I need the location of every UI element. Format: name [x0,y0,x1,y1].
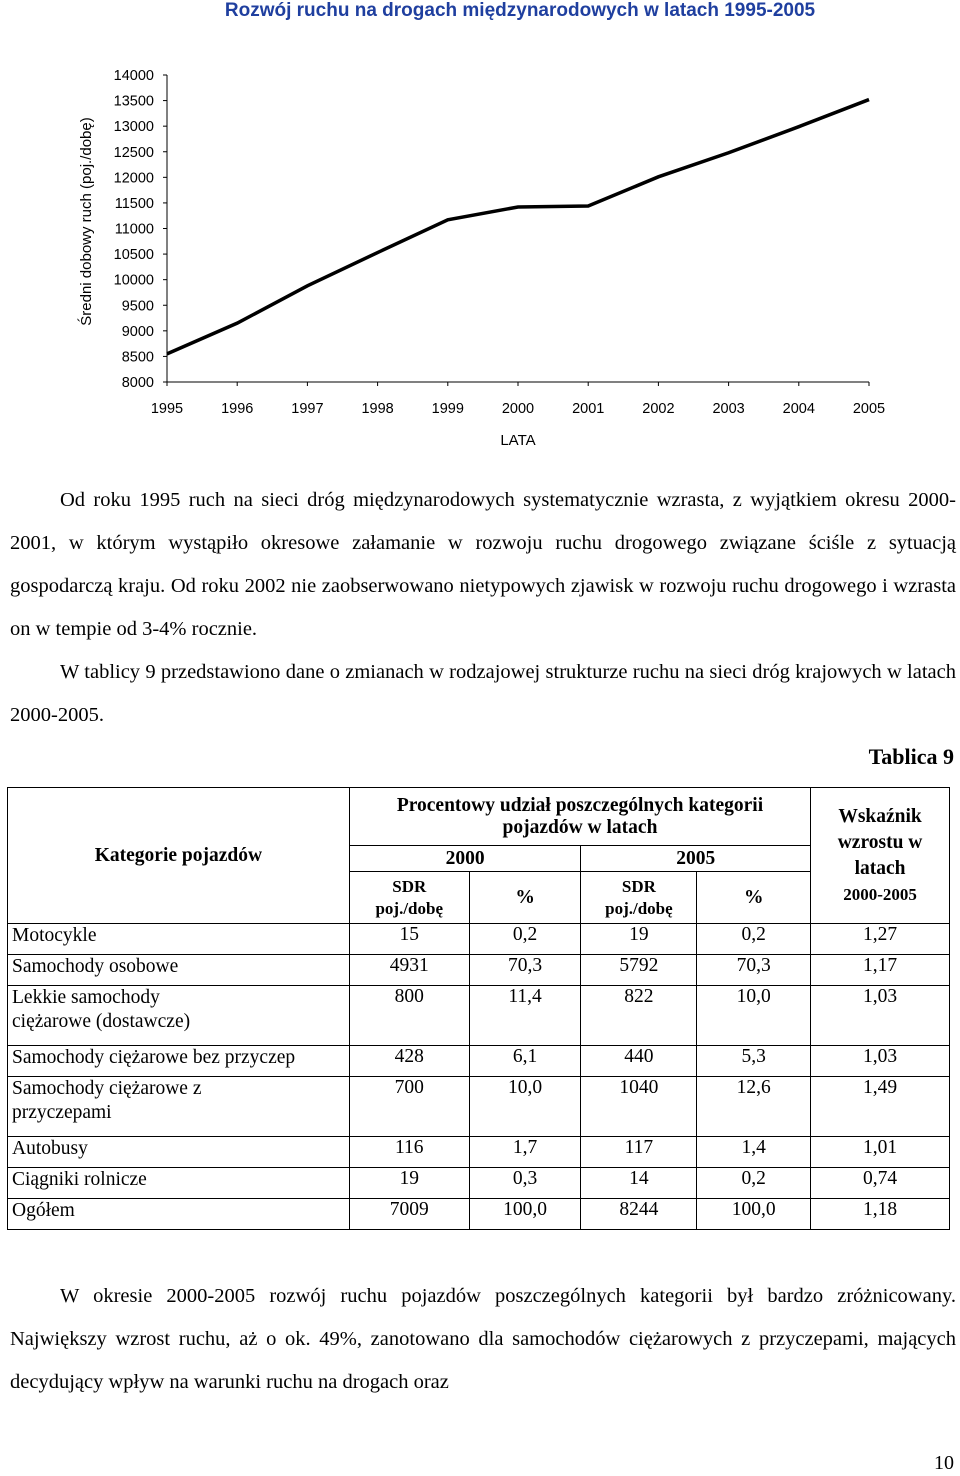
cell-sdr-2005: 822 [581,986,697,1046]
x-axis [151,382,885,417]
x-tick-label: 1999 [431,401,464,417]
cell-index: 1,03 [811,986,950,1046]
y-axis-label: Średni dobowy ruch (poj./dobę) [78,117,95,326]
paragraph-3-text: W okresie 2000-2005 rozwój ruchu pojazdów poszczególnych kategorii był bardzo zróżnicowany. Największy wzrost ruchu, aż o ok. 49%, zanotowano dla samochodów ciężarowych z przyczepami, mających decydujący wpływ na warunki ruchu na drogach oraz [10,1285,956,1393]
table-row [8,924,950,955]
header-unit-2005: poj./dobę [605,898,673,918]
header-index-period: 2000-2005 [843,884,917,904]
row-category: Autobusy [8,1137,350,1168]
y-tick-label: 11000 [114,221,154,238]
cell-pct-2005: 10,0 [697,986,811,1046]
cell-pct-2000: 1,7 [469,1137,581,1168]
cell-pct-2005: 0,2 [697,924,811,955]
cell-pct-2000: 0,2 [469,924,581,955]
cell-pct-2000: 6,1 [469,1046,581,1077]
header-pct-2000: % [469,872,581,924]
y-tick-label: 10000 [113,272,154,289]
cell-sdr-2000: 15 [349,924,469,955]
cell-sdr-2005: 5792 [581,955,697,986]
page-number: 10 [934,1452,954,1474]
x-tick-label: 2001 [572,401,605,417]
table-row [8,1168,950,1199]
cell-pct-2005: 1,4 [697,1137,811,1168]
paragraph-2: W tablicy 9 przedstawiono dane o zmianach w rodzajowej strukturze ruchu na sieci dróg krajowych w latach 2000-2005. [10,661,956,726]
cell-index: 0,74 [811,1168,950,1199]
row-category: Samochody ciężarowe z przyczepami [8,1077,350,1137]
cell-pct-2005: 0,2 [697,1168,811,1199]
x-tick-label: 1996 [221,401,254,417]
cell-sdr-2000: 116 [349,1137,469,1168]
x-tick-label: 1995 [150,401,184,417]
paragraph-1-text-b: Od roku 2002 nie zaobserwowano nietypowych zjawisk w rozwoju ruchu drogowego i wzrasta on w tempie od 3-4% rocznie. [10,575,956,640]
cell-sdr-2005: 14 [581,1168,697,1199]
y-tick-label: 8500 [121,349,154,366]
x-tick-label: 2003 [712,401,745,417]
x-tick-label: 2004 [782,401,815,417]
cell-pct-2005: 12,6 [697,1077,811,1137]
cell-index: 1,27 [811,924,950,955]
y-tick-label: 9000 [121,323,154,340]
cell-sdr-2005: 440 [581,1046,697,1077]
cell-index: 1,49 [811,1077,950,1137]
row-category: Motocykle [8,924,350,955]
x-axis-label: LATA [500,432,536,449]
cell-index: 1,03 [811,1046,950,1077]
cell-sdr-2000: 700 [349,1077,469,1137]
x-tick-label: 2000 [501,401,535,417]
row-category: Ciągniki rolnicze [8,1168,350,1199]
header-sdr-2005-label: SDR [621,876,656,896]
cell-sdr-2000: 7009 [349,1199,469,1230]
header-index-text: Wskaźnik wzrostu w latach [837,805,923,879]
header-year-2000: 2000 [349,846,581,872]
paragraph-1-text-a: Od roku 1995 ruch na sieci dróg międzynarodowych systematycznie wzrasta, z wyjątkiem okresu 2000-2001, w którym wystąpiło okresowe załamanie w rozwoju ruchu drogowego związane ściśle z sytuacją gospodarczą kraju. [10,489,956,597]
y-tick-label: 13500 [113,93,154,110]
row-category: Samochody osobowe [8,955,350,986]
series-line [167,100,869,354]
header-sdr-2000-label: SDR [392,876,427,896]
header-index [811,788,950,924]
table-caption: Tablica 9 [868,744,954,769]
header-sdr-2000 [349,872,469,924]
cell-sdr-2005: 117 [581,1137,697,1168]
header-pct-2005: % [697,872,811,924]
cell-sdr-2000: 19 [349,1168,469,1199]
row-category: Ogółem [8,1199,350,1230]
chart-title: Rozwój ruchu na drogach międzynarodowych w latach 1995-2005 [224,0,816,21]
x-tick-label: 2005 [852,401,886,417]
cell-pct-2000: 11,4 [469,986,581,1046]
cell-index: 1,01 [811,1137,950,1168]
cell-sdr-2000: 428 [349,1046,469,1077]
table-row [8,1046,950,1077]
y-axis [114,68,167,391]
y-tick-label: 10500 [113,247,154,264]
x-tick-label: 1997 [291,401,324,417]
cell-pct-2000: 10,0 [469,1077,581,1137]
y-tick-label: 12000 [113,170,154,187]
paragraph-1 [10,479,956,737]
header-sdr-2005 [581,872,697,924]
cell-pct-2000: 70,3 [469,955,581,986]
cell-pct-2000: 100,0 [469,1199,581,1230]
header-share-title: Procentowy udział poszczególnych kategorii pojazdów w latach [349,788,810,846]
cell-pct-2005: 100,0 [697,1199,811,1230]
y-tick-label: 12500 [113,144,154,161]
cell-sdr-2005: 1040 [581,1077,697,1137]
cell-index: 1,17 [811,955,950,986]
cell-pct-2005: 5,3 [697,1046,811,1077]
y-tick-label: 9500 [121,298,154,315]
header-unit-2000: poj./dobę [375,898,444,918]
cell-index: 1,18 [811,1199,950,1230]
table-row [8,1077,950,1137]
cell-sdr-2000: 800 [349,986,469,1046]
header-category: Kategorie pojazdów [8,788,350,924]
table-row-total [8,1199,950,1230]
x-tick-label: 1998 [361,401,394,417]
y-tick-label: 13000 [113,119,154,136]
cell-sdr-2005: 8244 [581,1199,697,1230]
cell-pct-2005: 70,3 [697,955,811,986]
table-row [8,986,950,1046]
y-tick-label: 8000 [121,375,154,391]
x-tick-label: 2002 [642,401,675,417]
y-tick-label: 14000 [113,68,154,84]
y-tick-label: 11500 [114,195,154,212]
vehicle-category-table [7,787,950,1230]
table-row [8,955,950,986]
paragraph-3 [10,1275,956,1404]
row-category: Samochody ciężarowe bez przyczep [8,1046,350,1077]
header-year-2005: 2005 [581,846,811,872]
cell-pct-2000: 0,3 [469,1168,581,1199]
row-category: Lekkie samochody ciężarowe (dostawcze) [8,986,350,1046]
cell-sdr-2000: 4931 [349,955,469,986]
cell-sdr-2005: 19 [581,924,697,955]
table-row [8,1137,950,1168]
line-chart [0,0,960,460]
